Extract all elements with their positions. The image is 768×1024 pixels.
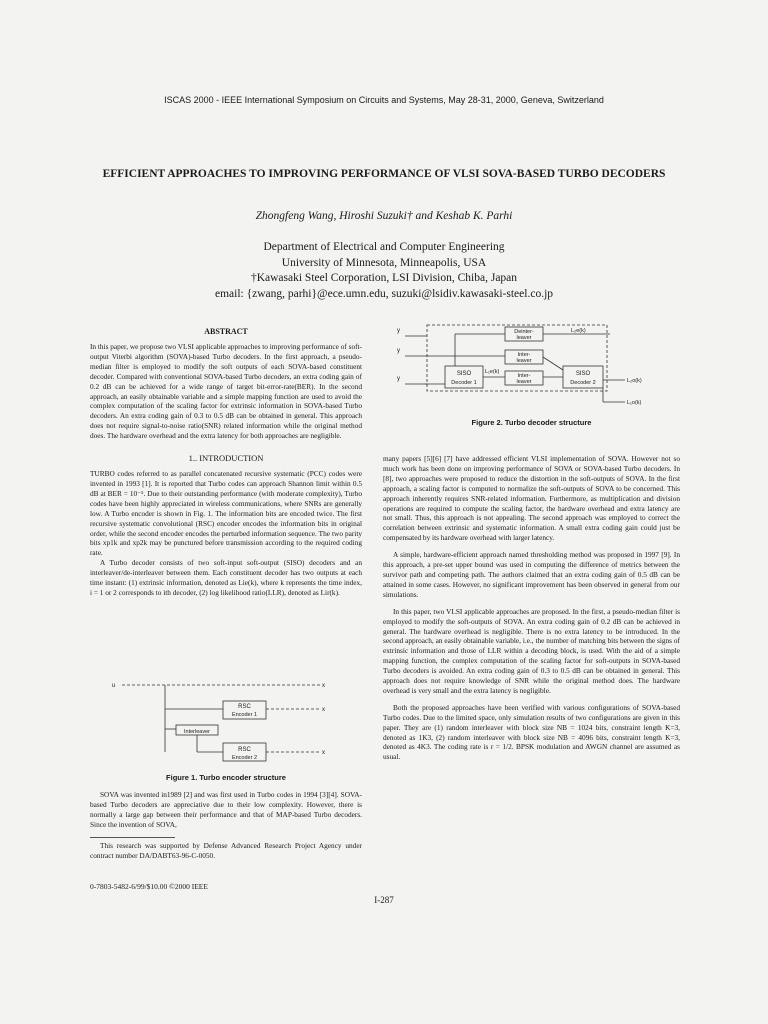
figure1-caption: Figure 1. Turbo encoder structure — [166, 773, 286, 782]
intro-paragraph-2: A Turbo decoder consists of two soft-input soft-output (SISO) decoders and an interleaver/de-interleaver between them. Each constituent decoder has two outputs at each time instant: (1) extrinsic information, denoted as Lie(k), where k represents the time index, i = 1 or 2 corresponds to ith decoder, (2) log likelihood ratio(LLR), denoted as Lir(k). — [90, 558, 362, 597]
uk-label: u — [112, 683, 116, 689]
turbo-encoder-figure — [110, 676, 340, 771]
siso2-label: SISO — [575, 371, 591, 377]
intro-paragraph-1: TURBO codes referred to as parallel concatenated recursive systematic (PCC) codes were invented in 1993 [1]. It is reported that Turbo codes can approach Shannon limit within 0.5 dB at BER = 10⁻⁵. Due to their outstanding performance (with moderate complexity), Turbo codes have been highly appreciated in wireless communications, where SNRs are generally low. A Turbo encoder is shown in Fig. 1. The information bits are encoded twice. The first recursive systematic convolutional (RSC) encoder encodes the information bits in original order, while the second encoder encodes the perturbed information sequence. The two parity bits xp1k and xp2k may be punctured before transmission according to the required coding rate. — [90, 469, 362, 558]
siso1-label: SISO — [456, 371, 472, 377]
paper-title: EFFICIENT APPROACHES TO IMPROVING PERFORMANCE OF VLSI SOVA-BASED TURBO DECODERS — [102, 168, 666, 180]
left-column-bottom — [90, 790, 362, 860]
interleaver-mid-label-2: leaver — [516, 379, 532, 385]
figure2-caption: Figure 2. Turbo decoder structure — [471, 418, 592, 427]
deinterleaver-label-2: leaver — [516, 335, 532, 341]
deinterleaver-label-1: Deinter- — [514, 329, 534, 335]
affiliation-line: Department of Electrical and Computer Engineering — [263, 241, 505, 253]
rsc2-label: RSC — [238, 747, 251, 753]
l2e-label: L₂e(k) — [571, 328, 586, 334]
email-line: email: {zwang, parhi}@ece.umn.edu, suzuki@lsidiv.kawasaki-steel.co.jp — [214, 287, 554, 300]
conference-header: ISCAS 2000 - IEEE International Symposium on Circuits and Systems, May 28-31, 2000, Geneva, Switzerland — [164, 95, 604, 105]
copyright-line: 0-7803-5482-6/99/$10.00 ©2000 IEEE — [90, 882, 208, 891]
interleaver-label: Interleaver — [184, 729, 210, 735]
yp2-label: y — [397, 376, 400, 382]
sova-paragraph: SOVA was invented in1989 [2] and was first used in Turbo codes in 1994 [3][4]. SOVA-based Turbo decoders are appreciative due to their low complexity. However, there is normally a large gap between their performance and that of MAP-based Turbo decoders. Since the invention of SOVA, — [90, 790, 362, 829]
encoder1-label: Encoder 1 — [231, 712, 258, 718]
affiliation-block — [0, 240, 768, 302]
interleaver-top-label-2: leaver — [516, 358, 532, 364]
footnote-rule — [90, 837, 175, 838]
abstract-heading: ABSTRACT — [204, 327, 248, 336]
abstract-text: In this paper, we propose two VLSI applicable approaches to improving performance of soft-output Viterbi algorithm (SOVA)-based Turbo decoders. In the first approach, a pseudo-median filter is employed to modify the soft outputs of each SOVA-based constituent decoder. Compared with conventional SOVA-based Turbo decoders, an extra coding gain of 0.2 dB can be achieved for a wide range of target bit-error-rate(BER). In the second approach, an easily obtainable variable and a simple mapping function are used to avoid the complex computation of the scaling factor for extrinsic information in SOVA-based Turbo decoders. An extra coding gain of 0.3 to 0.5 dB can be obtained in general. This approach does not require signal-to-noise ratio(SNR) related information while the original method does. The hardware overhead and the extra latency for both approaches are negligible. — [90, 342, 362, 441]
rsc1-label: RSC — [238, 704, 251, 710]
encoder2-label: Encoder 2 — [231, 755, 258, 761]
right-paragraph-2: A simple, hardware-efficient approach named thresholding method was proposed in 1997 [9]. In this approach, a pre-set upper bound was used in computing the difference of metrics between the survivor path and competing path. The authors claimed that an extra coding gain of 0.5 dB can be attained in some cases. However, no significant improvement has been observed in general from our simulations. — [383, 550, 680, 599]
l1o-label: L₁o(k) — [627, 400, 642, 406]
intro-heading: 1.. INTRODUCTION — [188, 453, 264, 464]
xp1-label: x — [322, 707, 325, 713]
decoder2-label: Decoder 2 — [570, 380, 596, 386]
author-list: Zhongfeng Wang, Hiroshi Suzuki† and Keshab K. Parhi — [255, 210, 513, 222]
right-paragraph-3: In this paper, two VLSI applicable approaches are proposed. In the first, a pseudo-median filter is employed to modify the soft-outputs of SOVA. An extra coding gain of 0.2 dB can be achieved in general. The hardware overhead is negligible. There is no extra latency to be introduced. In the second approach, an easily obtainable variable, i.e., the number of matching bits between the signs of extrinsic information and those of LLR within a decoding block, is used. With the aid of a simple mapping function, the complex computation of the scaling factor for soft-outputs in SOVA-based Turbo decoders is avoided. An extra coding gain of 0.3 to 0.5 dB can be obtained in general. This approach does not require knowledge of SNR while the original method does. The hardware overhead is very small and the extra latency is negligible. — [383, 606, 680, 695]
footnote: This research was supported by Defense Advanced Research Project Agency under contract number DA/DABT63-96-C-0050. — [90, 840, 362, 860]
page-number: I-287 — [374, 895, 394, 905]
l1e-label: L₁e(k) — [485, 369, 500, 375]
ys-label: y — [397, 328, 400, 334]
left-column — [90, 327, 362, 598]
interleaver-mid-label-1: Inter- — [517, 373, 531, 379]
affiliation-line: University of Minnesota, Minneapolis, USA — [281, 256, 487, 269]
right-paragraph-1: many papers [5][6] [7] have addressed efficient VLSI implementation of SOVA. However not so much work has been done on improving performance of SOVA or SOVA-based Turbo decoders. In [8], two approaches were proposed to reduce the distortion in the soft-outputs of SOVA. In the first approach, a scaling factor is computed to normalize the soft-outputs of SOVA to be concerned. This approach inherently requires SNR-related information. Furthermore, as multiplication and division operations are required to compute the scaling factor, the hardware overhead and extra latency are not small. Thus, this approach is not appealing. The second approach was employed to correct the correlation between extrinsic and systematic information. A small extra coding gain could just be compensated by its hardware overhead with larger latency. — [383, 454, 680, 543]
right-column — [383, 454, 680, 762]
xs-label: x — [322, 683, 325, 689]
turbo-decoder-figure — [395, 322, 685, 414]
interleaver-top-label-1: Inter- — [517, 352, 531, 358]
xp2-label: x — [322, 750, 325, 756]
yp1-label: y — [397, 348, 400, 354]
right-paragraph-4: Both the proposed approaches have been verified with various configurations of SOVA-based Turbo codes. Due to the limited space, only simulation results of two configurations are given in this paper. They are (1) random interleaver with block size NB = 1024 bits, constraint length K=3, denoted as 1K3, (2) random interleaver with block size NB = 4096 bits, constraint length K=3, denoted as 4K3. The coding rate is r = 1/2. BPSK modulation and AWGN channel are assumed as usual. — [383, 702, 680, 762]
l2o-label: L₂o(k) — [627, 378, 642, 384]
affiliation-line: †Kawasaki Steel Corporation, LSI Division, Chiba, Japan — [250, 272, 518, 284]
decoder1-label: Decoder 1 — [451, 380, 477, 386]
